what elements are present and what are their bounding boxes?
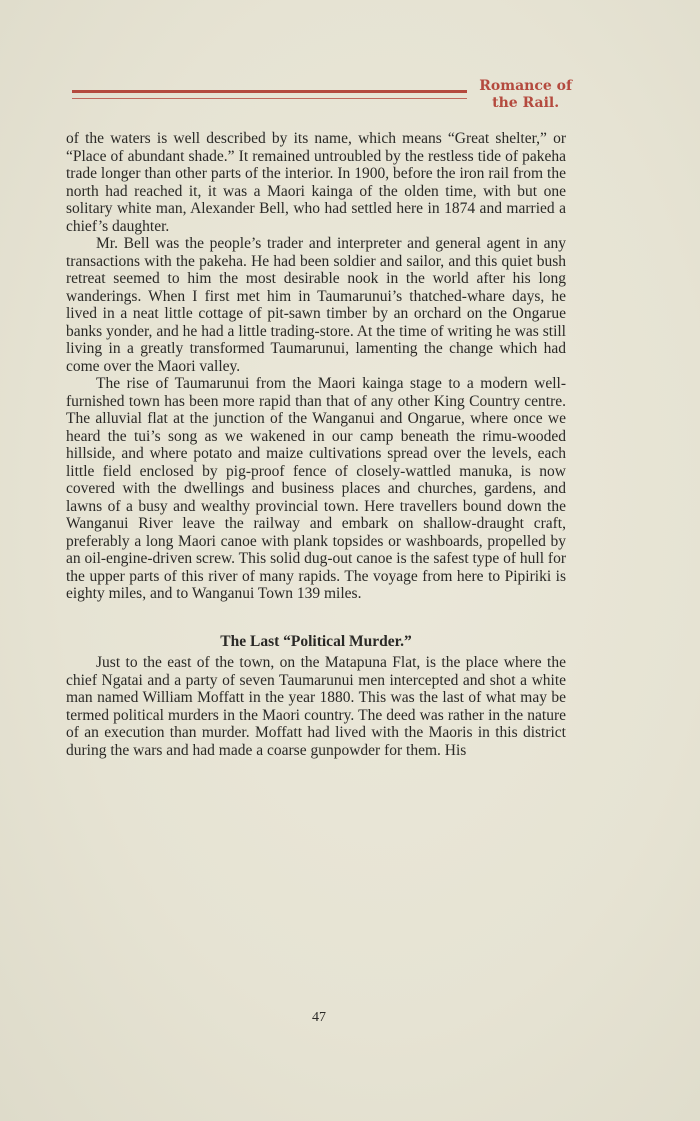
running-head-line2: the Rail. (492, 95, 560, 111)
page-header (72, 78, 580, 112)
header-rule-thick (72, 90, 467, 93)
header-rule-thin (72, 98, 467, 99)
paragraph-3: The rise of Taumarunui from the Maori kainga stage to a modern well-furnished town has been more rapid than that of any other King Country centre. The alluvial flat at the junction of the Wanganui and Ongarue, where once we heard the tui’s song as we wakened in our camp beneath the rimu-wooded hillside, and where potato and maize cultivations spread over the levels, each little field enclosed by pig-proof fence of closely-wattled manuka, is now covered with the dwellings and business places and churches, gardens, and lawns of a busy and wealthy provincial town. Here travellers bound down the Wanganui River leave the railway and embark on shallow-draught craft, preferably a long Maori canoe with plank topsides or washboards, propelled by an oil-engine-driven screw. This solid dug-out canoe is the safest type of hull for the upper parts of this river of many rapids. The voyage from here to Pipiriki is eighty miles, and to Wanganui Town 139 miles. (66, 375, 566, 602)
body-text (66, 130, 566, 759)
paragraph-2: Mr. Bell was the people’s trader and interpreter and general agent in any transactions with the pakeha. He had been soldier and sailor, and this quiet bush retreat seemed to him the most desirable nook in the world after his long wanderings. When I first met him in Taumarunui’s thatched-whare days, he lived in a neat little cottage of pit-sawn timber by an orchard on the Ongarue banks yonder, and he had a little trading-store. At the time of writing he was still living in a greatly transformed Taumarunui, lamenting the change which had come over the Maori valley. (66, 235, 566, 375)
running-head-line1: Romance of (479, 78, 572, 94)
paragraph-4: Just to the east of the town, on the Matapuna Flat, is the place where the chief Ngatai and a party of seven Taumarunui men intercepted and shot a white man named William Moffatt in the year 1880. This was the last of what may be termed political murders in the Maori country. The deed was rather in the nature of an execution than murder. Moffatt had lived with the Maoris in this district during the wars and had made a coarse gunpowder for them. His (66, 654, 566, 759)
page-number: 47 (312, 1010, 326, 1025)
section-heading: The Last “Political Murder.” (220, 632, 412, 650)
paragraph-1: of the waters is well described by its name, which means “Great shelter,” or “Place of abundant shade.” It remained untroubled by the restless tide of pakeha trade longer than other parts of the interior. In 1900, before the iron rail from the north had reached it, it was a Maori kainga of the olden time, with but one solitary white man, Alexander Bell, who had settled here in 1874 and married a chief’s daughter. (66, 130, 566, 235)
running-head (479, 78, 572, 112)
